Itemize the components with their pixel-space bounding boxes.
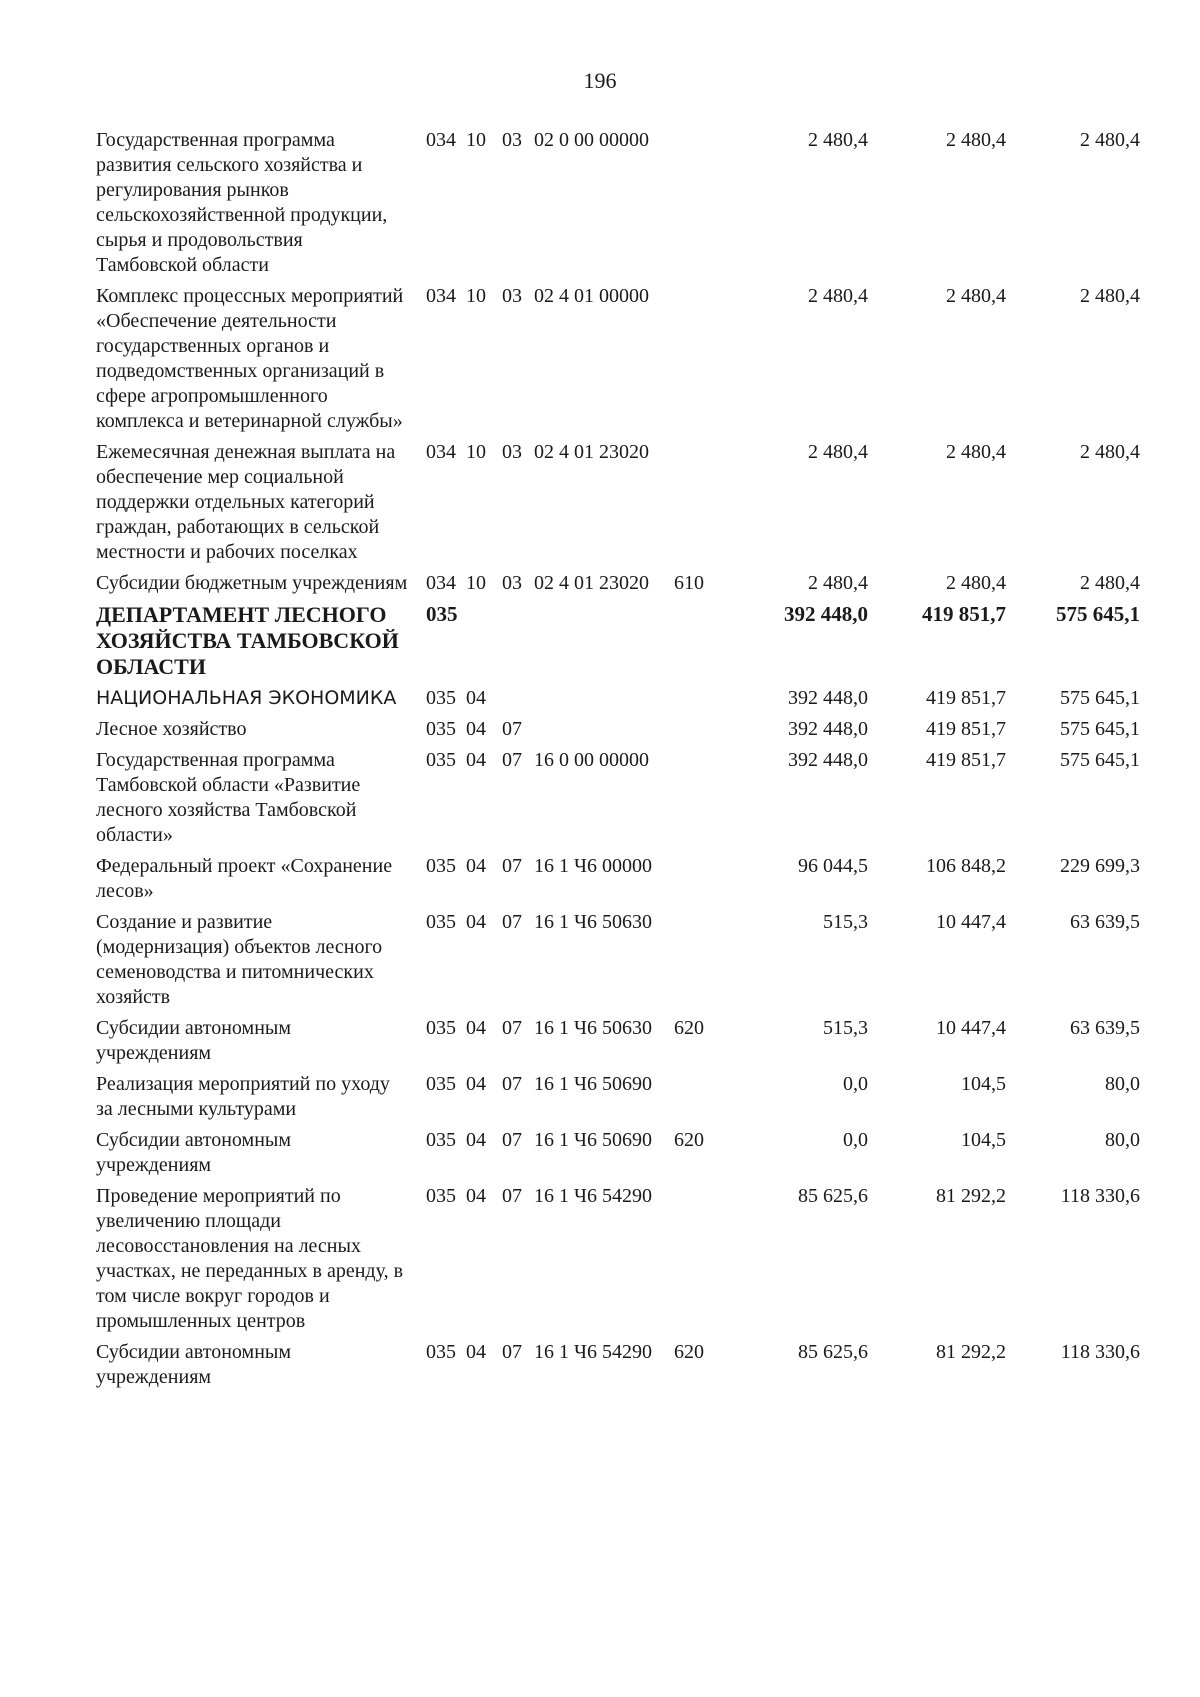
- row-amount-year-1: 392 448,0: [788, 749, 868, 771]
- row-name: Субсидии бюджетным учреждениям: [96, 572, 408, 594]
- row-section-code: 04: [466, 911, 486, 933]
- row-amount-year-1: 0,0: [843, 1129, 868, 1151]
- row-ved-code: 035: [426, 687, 456, 709]
- row-ved-code: 035: [426, 1185, 456, 1207]
- row-target-article: 02 4 01 23020: [534, 441, 649, 463]
- row-amount-year-3: 575 645,1: [1060, 749, 1140, 771]
- row-amount-year-3: 575 645,1: [1056, 602, 1140, 626]
- row-amount-year-1: 392 448,0: [788, 718, 868, 740]
- row-ved-code: 034: [426, 441, 456, 463]
- row-target-article: 16 1 Ч6 00000: [534, 855, 652, 877]
- row-name: Субсидии автономным учреждениям: [96, 1017, 291, 1064]
- row-amount-year-2: 2 480,4: [946, 129, 1006, 151]
- row-ved-code: 035: [426, 1129, 456, 1151]
- row-expense-type: 620: [674, 1129, 704, 1151]
- row-amount-year-3: 2 480,4: [1080, 285, 1140, 307]
- row-name: Комплекс процессных мероприятий «Обеспечение деятельности государственных органов и подведомственных организаций в сфере агропромышленного комплекса и ветеринарной службы»: [96, 285, 404, 432]
- row-amount-year-2: 104,5: [961, 1073, 1006, 1095]
- row-expense-type: 610: [674, 572, 704, 594]
- row-amount-year-3: 63 639,5: [1070, 911, 1140, 933]
- row-amount-year-2: 10 447,4: [936, 1017, 1006, 1039]
- row-subsection-code: 07: [502, 911, 522, 933]
- table-row: [96, 602, 1176, 680]
- row-ved-code: 035: [426, 1341, 456, 1363]
- row-amount-year-2: 419 851,7: [926, 687, 1006, 709]
- table-row: [96, 1128, 1176, 1178]
- row-subsection-code: 03: [502, 285, 522, 307]
- row-section-code: 04: [466, 1341, 486, 1363]
- row-section-code: 04: [466, 1017, 486, 1039]
- table-row: [96, 1340, 1176, 1390]
- row-name: Проведение мероприятий по увеличению площади лесовосстановления на лесных участках, не переданных в аренду, в том числе вокруг городов и промышленных центров: [96, 1185, 404, 1332]
- row-name: Ежемесячная денежная выплата на обеспечение мер социальной поддержки отдельных категорий граждан, работающих в сельской местности и рабочих поселках: [96, 441, 396, 563]
- row-name: Федеральный проект «Сохранение лесов»: [96, 855, 393, 902]
- row-amount-year-3: 2 480,4: [1080, 129, 1140, 151]
- row-section-code: 04: [466, 1129, 486, 1151]
- table-row: [96, 1072, 1176, 1122]
- table-row: [96, 1184, 1176, 1334]
- row-subsection-code: 07: [502, 855, 522, 877]
- row-amount-year-2: 106 848,2: [926, 855, 1006, 877]
- row-amount-year-3: 118 330,6: [1060, 1341, 1140, 1363]
- row-section-code: 10: [466, 572, 486, 594]
- row-name: Лесное хозяйство: [96, 718, 247, 740]
- row-amount-year-2: 419 851,7: [926, 749, 1006, 771]
- row-subsection-code: 03: [502, 572, 522, 594]
- row-section-code: 10: [466, 285, 486, 307]
- row-target-article: 16 1 Ч6 50630: [534, 911, 652, 933]
- row-amount-year-1: 2 480,4: [808, 441, 868, 463]
- row-amount-year-2: 81 292,2: [936, 1341, 1006, 1363]
- row-subsection-code: 07: [502, 1185, 522, 1207]
- row-ved-code: 034: [426, 285, 456, 307]
- table-row: [96, 717, 1176, 742]
- row-section-code: 10: [466, 441, 486, 463]
- row-section-code: 04: [466, 687, 486, 709]
- row-amount-year-2: 10 447,4: [936, 911, 1006, 933]
- row-target-article: 16 1 Ч6 50690: [534, 1073, 652, 1095]
- row-expense-type: 620: [674, 1341, 704, 1363]
- row-target-article: 16 1 Ч6 54290: [534, 1341, 652, 1363]
- row-section-code: 04: [466, 749, 486, 771]
- row-target-article: 16 0 00 00000: [534, 749, 649, 771]
- row-name: Создание и развитие (модернизация) объектов лесного семеноводства и питомнических хозяйств: [96, 911, 383, 1008]
- row-amount-year-1: 392 448,0: [788, 687, 868, 709]
- row-amount-year-1: 392 448,0: [784, 602, 868, 626]
- row-name: Субсидии автономным учреждениям: [96, 1341, 291, 1388]
- row-subsection-code: 03: [502, 441, 522, 463]
- row-subsection-code: 07: [502, 1073, 522, 1095]
- row-subsection-code: 03: [502, 129, 522, 151]
- row-amount-year-1: 0,0: [843, 1073, 868, 1095]
- row-amount-year-3: 575 645,1: [1060, 718, 1140, 740]
- row-amount-year-2: 81 292,2: [936, 1185, 1006, 1207]
- row-ved-code: 035: [426, 718, 456, 740]
- row-target-article: 02 4 01 00000: [534, 285, 649, 307]
- row-expense-type: 620: [674, 1017, 704, 1039]
- row-amount-year-3: 2 480,4: [1080, 572, 1140, 594]
- table-row: [96, 128, 1176, 278]
- row-amount-year-2: 2 480,4: [946, 285, 1006, 307]
- row-ved-code: 034: [426, 129, 456, 151]
- row-section-code: 04: [466, 1073, 486, 1095]
- row-amount-year-3: 575 645,1: [1060, 687, 1140, 709]
- row-subsection-code: 07: [502, 1017, 522, 1039]
- row-name: Государственная программа Тамбовской области «Развитие лесного хозяйства Тамбовской области»: [96, 749, 361, 846]
- row-amount-year-3: 2 480,4: [1080, 441, 1140, 463]
- row-subsection-code: 07: [502, 1129, 522, 1151]
- row-amount-year-3: 229 699,3: [1060, 855, 1140, 877]
- row-target-article: 02 4 01 23020: [534, 572, 649, 594]
- table-row: [96, 284, 1176, 434]
- row-name: Реализация мероприятий по уходу за лесными культурами: [96, 1073, 390, 1120]
- row-ved-code: 035: [426, 1017, 456, 1039]
- table-row: [96, 854, 1176, 904]
- row-amount-year-2: 104,5: [961, 1129, 1006, 1151]
- table-body: [96, 128, 1176, 1390]
- row-section-code: 10: [466, 129, 486, 151]
- row-amount-year-1: 2 480,4: [808, 572, 868, 594]
- row-ved-code: 035: [426, 749, 456, 771]
- row-amount-year-2: 419 851,7: [922, 602, 1006, 626]
- row-name: НАЦИОНАЛЬНАЯ ЭКОНОМИКА: [96, 687, 397, 709]
- row-amount-year-1: 515,3: [823, 911, 868, 933]
- row-ved-code: 035: [426, 855, 456, 877]
- row-amount-year-1: 96 044,5: [798, 855, 868, 877]
- table-row: [96, 748, 1176, 848]
- table-row: [96, 1016, 1176, 1066]
- row-name: Государственная программа развития сельского хозяйства и регулирования рынков сельскохозяйственной продукции, сырья и продовольствия Тамбовской области: [96, 129, 388, 276]
- row-subsection-code: 07: [502, 1341, 522, 1363]
- row-amount-year-1: 2 480,4: [808, 129, 868, 151]
- row-amount-year-1: 85 625,6: [798, 1185, 868, 1207]
- page-number: 196: [583, 68, 617, 93]
- row-amount-year-1: 85 625,6: [798, 1341, 868, 1363]
- row-target-article: 02 0 00 00000: [534, 129, 649, 151]
- row-ved-code: 034: [426, 572, 456, 594]
- row-amount-year-1: 515,3: [823, 1017, 868, 1039]
- budget-table: [96, 128, 1176, 1396]
- table-row: [96, 686, 1176, 711]
- row-amount-year-3: 118 330,6: [1060, 1185, 1140, 1207]
- row-ved-code: 035: [426, 1073, 456, 1095]
- table-row: [96, 440, 1176, 565]
- row-name: Субсидии автономным учреждениям: [96, 1129, 291, 1176]
- table-row: [96, 571, 1176, 596]
- row-target-article: 16 1 Ч6 50690: [534, 1129, 652, 1151]
- row-section-code: 04: [466, 1185, 486, 1207]
- row-ved-code: 035: [426, 911, 456, 933]
- row-subsection-code: 07: [502, 718, 522, 740]
- table-row: [96, 910, 1176, 1010]
- row-amount-year-2: 419 851,7: [926, 718, 1006, 740]
- row-amount-year-2: 2 480,4: [946, 572, 1006, 594]
- row-ved-code: 035: [426, 602, 458, 626]
- row-section-code: 04: [466, 718, 486, 740]
- row-amount-year-1: 2 480,4: [808, 285, 868, 307]
- row-amount-year-3: 63 639,5: [1070, 1017, 1140, 1039]
- row-name: ДЕПАРТАМЕНТ ЛЕСНОГО ХОЗЯЙСТВА ТАМБОВСКОЙ ОБЛАСТИ: [96, 602, 399, 679]
- row-subsection-code: 07: [502, 749, 522, 771]
- row-amount-year-3: 80,0: [1105, 1073, 1140, 1095]
- row-target-article: 16 1 Ч6 50630: [534, 1017, 652, 1039]
- row-section-code: 04: [466, 855, 486, 877]
- row-target-article: 16 1 Ч6 54290: [534, 1185, 652, 1207]
- row-amount-year-3: 80,0: [1105, 1129, 1140, 1151]
- row-amount-year-2: 2 480,4: [946, 441, 1006, 463]
